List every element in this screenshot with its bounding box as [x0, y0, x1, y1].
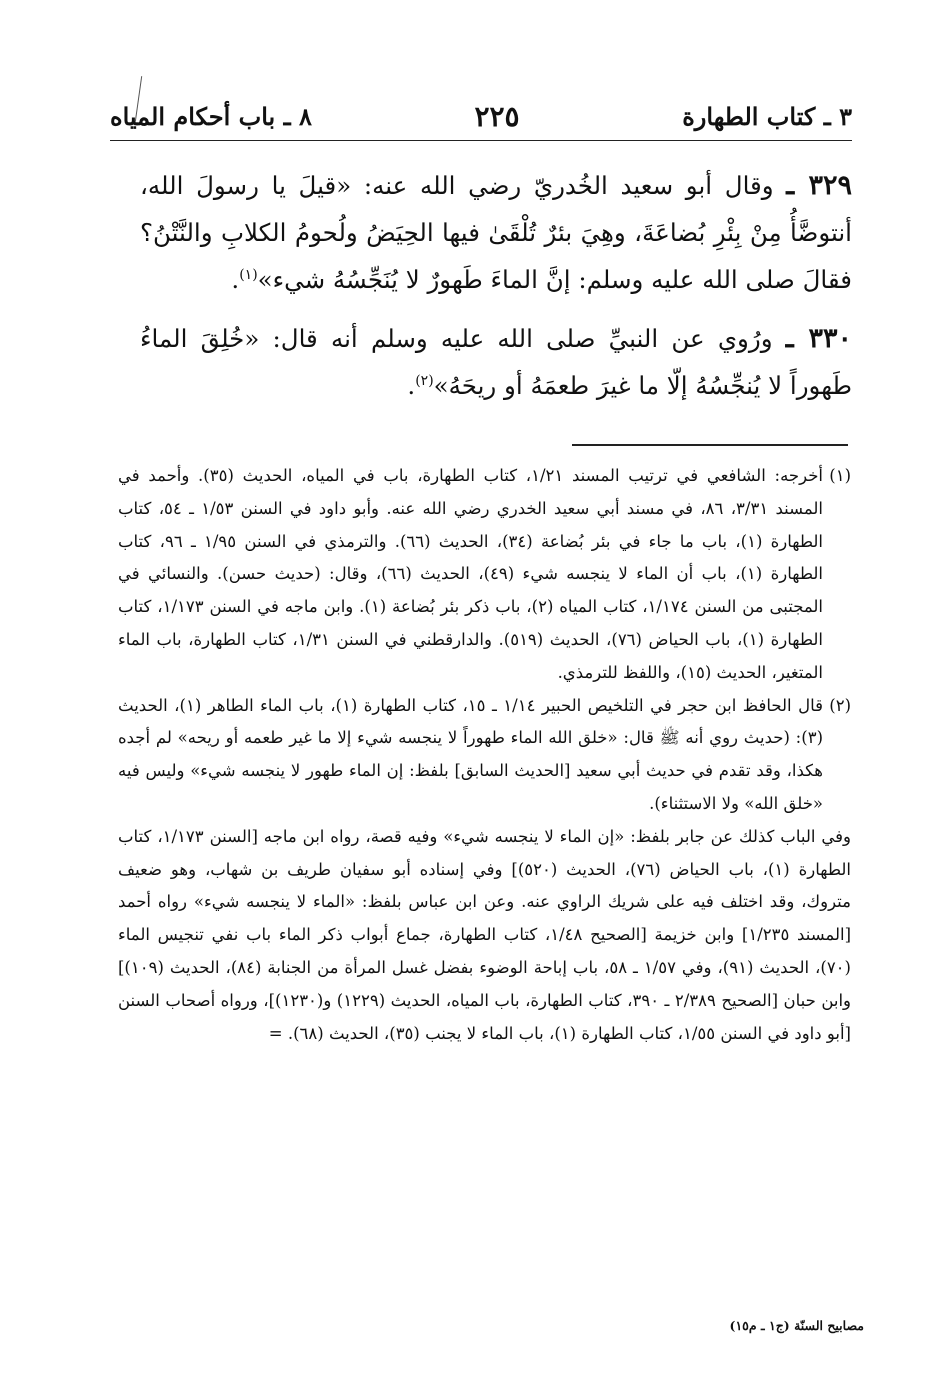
main-text [140, 162, 852, 421]
printer-signature: مصابيح السنّة (ج١ ـ م١٥) [729, 1318, 864, 1333]
footnote-1 [118, 460, 851, 690]
running-header [110, 92, 852, 141]
hadith-number: ٣٣٠ ـ [785, 323, 853, 354]
footnote-mark: (١) [829, 466, 851, 485]
page-number: ٢٢٥ [474, 99, 520, 133]
footnote-2 [118, 690, 851, 821]
hadith-number: ٣٢٩ ـ [786, 170, 852, 201]
hadith-text: ورُوي عن النبيِّ صلى الله عليه وسلم أنه قال: «خُلِقَ الماءُ طَهوراً لا يُنجِّسُهُ إلّا ما غيرَ طعمَهُ أو ريحَهُ» [140, 324, 852, 400]
hadith-end: . [231, 265, 240, 294]
footnote-text: قال الحافظ ابن حجر في التلخيص الحبير ١/١٤ ـ ١٥، كتاب الطهارة (١)، باب الماء الطاهر (١)، الحديث (٣): (حديث روي أنه ﷺ قال: «خلق الله الماء طهوراً لا ينجسه شيء إلا ما غير طعمه أو ريحه» لم أجده هكذا، وقد تقدم في حديث أبي سعيد [الحديث السابق] بلفظ: إن الماء طهور لا ينجسه شيء» وليس فيه «خلق الله» ولا الاستثناء). [118, 695, 824, 813]
hadith-330 [140, 315, 852, 409]
footnotes [118, 460, 851, 1050]
footnote-ref: (٢) [415, 372, 434, 389]
footnote-text: أخرجه: الشافعي في ترتيب المسند ١/٢١، كتاب الطهارة، باب في المياه، الحديث (٣٥). وأحمد في المسند ٣/٣١، ٨٦، في مسند أبي سعيد الخدري رضي الله عنه. وأبو داود في السنن ١/٥٣ ـ ٥٤، كتاب الطهارة (١)، باب ما جاء في بئر بُضاعة (٣٤)، الحديث (٦٦). والترمذي في السنن ١/٩٥ ـ ٩٦، كتاب الطهارة (١)، باب أن الماء لا ينجسه شيء (٤٩)، الحديث (٦٦)، وقال: (حديث حسن). والنسائي في المجتبى من السنن ١/١٧٤، كتاب المياه (٢)، باب ذكر بئر بُضاعة (١). وابن ماجه في السنن ١/١٧٣، كتاب الطهارة (١)، باب الحياض (٧٦)، الحديث (٥١٩). والدارقطني في السنن ١/٣١، كتاب الطهارة، باب الماء المتغير، الحديث (١٥)، واللفظ للترمذي. [118, 466, 824, 682]
footnote-mark: (٢) [829, 695, 851, 715]
hadith-329 [140, 162, 852, 303]
hadith-text: وقال أبو سعيد الخُدريّ رضي الله عنه: «قيلَ يا رسولَ الله، أنتوضَّأُ مِنْ بِئْرِ بُضاعَةَ، وهِيَ بئرٌ تُلْقَىٰ فيها الحِيَضُ ولُحومُ الكلابِ والنَّتْنُ؟ فقالَ صلى الله عليه وسلم: إنَّ الماءَ طَهورٌ لا يُنَجِّسُهُ شيء» [140, 171, 852, 294]
header-section: ٨ ـ باب أحكام المياه [110, 101, 312, 131]
footnote-ref: (١) [239, 266, 258, 283]
footnote-divider [572, 444, 848, 446]
hadith-end: . [407, 371, 416, 400]
footnote-2-continuation: وفي الباب كذلك عن جابر بلفظ: «إن الماء لا ينجسه شيء» وفيه قصة، رواه ابن ماجه [السنن ١/١٧٣، كتاب الطهارة (١)، باب الحياض (٧٦)، الحديث (٥٢٠)] وفي إسناده أبو سفيان طريف بن شهاب، وهو ضعيف متروك، وقد اختلف فيه على شريك الراوي عنه. وعن ابن عباس بلفظ: «الماء لا ينجسه شيء» رواه أحمد [المسند ١/٢٣٥] وابن خزيمة [الصحيح ١/٤٨، كتاب الطهارة، جماع أبواب ذكر الماء باب نفي تنجيس الماء (٧٠)، الحديث (٩١)، وفي ١/٥٧ ـ ٥٨، باب إباحة الوضوء بفضل غسل المرأة من الجنابة (٨٤)، الحديث (١٠٩)] وابن حبان [الصحيح ٢/٣٨٩ ـ ٣٩٠، كتاب الطهارة، باب المياه، الحديث (١٢٢٩) و(١٢٣٠)]، ورواه أصحاب السنن [أبو داود في السنن ١/٥٥، كتاب الطهارة (١)، باب الماء لا يجنب (٣٥)، الحديث (٦٨). = [118, 826, 852, 1043]
header-chapter: ٣ ـ كتاب الطهارة [682, 101, 852, 131]
